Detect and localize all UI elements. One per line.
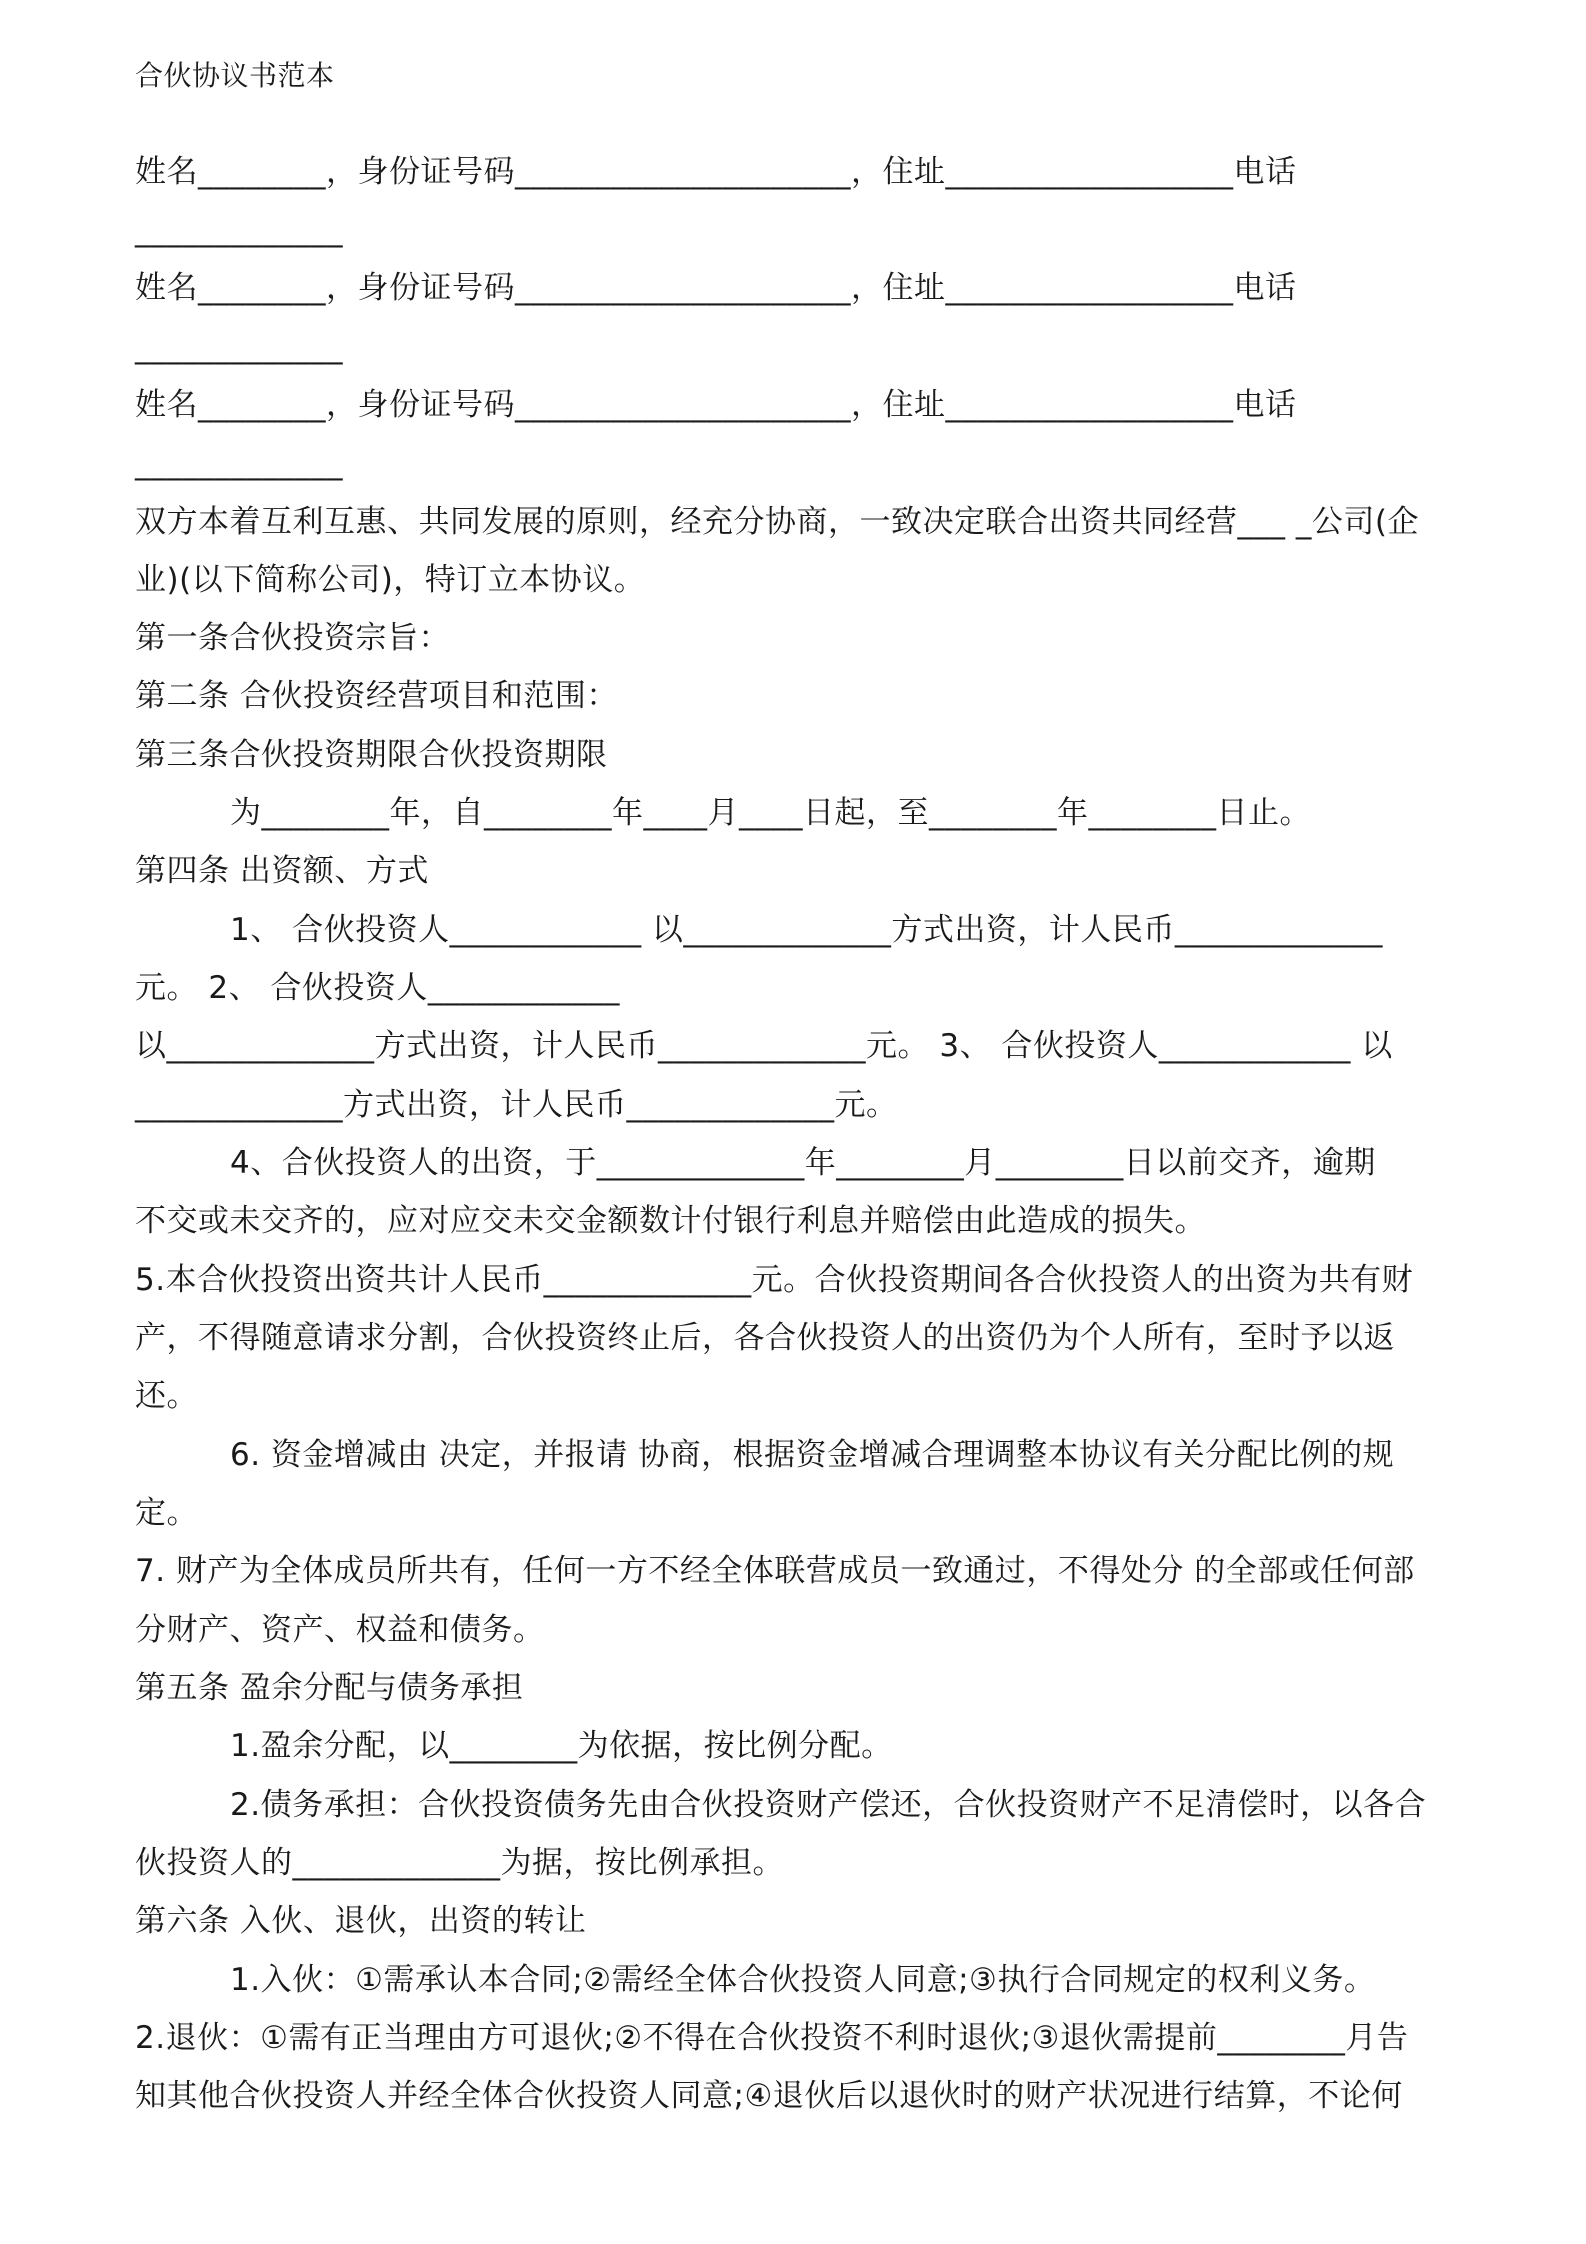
party-1-phone-blank: _____________ bbox=[135, 212, 343, 248]
debt-bearing-line-2: 伙投资人的_____________为据，按比例承担。 bbox=[135, 1845, 784, 1881]
article-3-term-line: 为________年，自________年____月____日起，至________年________日止。 bbox=[230, 795, 1311, 831]
joining-line: 1.入伙：①需承认本合同;②需经全体合伙投资人同意;③执行合同规定的权利义务。 bbox=[230, 1962, 1376, 1998]
article-5-heading: 第五条 盈余分配与债务承担 bbox=[135, 1670, 524, 1706]
clause-5-line-2: 产，不得随意请求分割，合伙投资终止后，各合伙投资人的出资仍为个人所有，至时予以返 bbox=[135, 1320, 1395, 1356]
preamble-line-1: 双方本着互利互惠、共同发展的原则，经充分协商，一致决定联合出资共同经营___ _公司(企 bbox=[135, 504, 1419, 540]
clause-7-line-2: 分财产、资产、权益和债务。 bbox=[135, 1612, 545, 1648]
contribution-line-3: 以_____________方式出资，计人民币_____________元。 3、 合伙投资人____________ 以 bbox=[135, 1028, 1393, 1064]
party-2-phone-blank: _____________ bbox=[135, 329, 343, 365]
contribution-line-2: 元。 2、 合伙投资人____________ bbox=[135, 970, 620, 1006]
article-4-heading: 第四条 出资额、方式 bbox=[135, 853, 429, 889]
withdrawal-line-2: 知其他合伙投资人并经全体合伙投资人同意;④退伙后以退伙时的财产状况进行结算，不论何 bbox=[135, 2078, 1403, 2114]
debt-bearing-line-1: 2.债务承担：合伙投资债务先由合伙投资财产偿还，合伙投资财产不足清偿时，以各合 bbox=[230, 1787, 1427, 1823]
contribution-line-1: 1、 合伙投资人____________ 以_____________方式出资，计人民币_____________ bbox=[230, 912, 1383, 948]
party-3-info-line: 姓名________，身份证号码_____________________，住址__________________电话 bbox=[135, 387, 1297, 423]
party-3-phone-blank: _____________ bbox=[135, 445, 343, 481]
clause-6-line-2: 定。 bbox=[135, 1495, 198, 1531]
party-1-info-line: 姓名________，身份证号码_____________________，住址__________________电话 bbox=[135, 154, 1297, 190]
clause-5-line-3: 还。 bbox=[135, 1378, 198, 1414]
party-2-info-line: 姓名________，身份证号码_____________________，住址__________________电话 bbox=[135, 270, 1297, 306]
contribution-line-4: _____________方式出资，计人民币_____________元。 bbox=[135, 1087, 898, 1123]
clause-6-line-1: 6. 资金增减由 决定，并报请 协商，根据资金增减合理调整本协议有关分配比例的规 bbox=[230, 1437, 1395, 1473]
clause-7-line-1: 7. 财产为全体成员所共有，任何一方不经全体联营成员一致通过，不得处分 的全部或任何部 bbox=[135, 1553, 1415, 1589]
preamble-line-2: 业)(以下简称公司)，特订立本协议。 bbox=[135, 562, 646, 598]
withdrawal-line-1: 2.退伙：①需有正当理由方可退伙;②不得在合伙投资不利时退伙;③退伙需提前________月告 bbox=[135, 2020, 1409, 2056]
article-6-heading: 第六条 入伙、退伙，出资的转让 bbox=[135, 1903, 587, 1939]
article-1-heading: 第一条合伙投资宗旨： bbox=[135, 620, 450, 656]
contribution-deadline-line-2: 不交或未交齐的，应对应交未交金额数计付银行利息并赔偿由此造成的损失。 bbox=[135, 1203, 1206, 1239]
clause-5-line-1: 5.本合伙投资出资共计人民币_____________元。合伙投资期间各合伙投资人的出资为共有财 bbox=[135, 1262, 1414, 1298]
document-title: 合伙协议书范本 bbox=[135, 59, 335, 92]
profit-distribution-line: 1.盈余分配，以________为依据，按比例分配。 bbox=[230, 1728, 893, 1764]
article-3-heading: 第三条合伙投资期限合伙投资期限 bbox=[135, 737, 608, 773]
article-2-heading: 第二条 合伙投资经营项目和范围： bbox=[135, 678, 618, 714]
contribution-deadline-line-1: 4、合伙投资人的出资，于_____________年________月________日以前交齐，逾期 bbox=[230, 1145, 1376, 1181]
